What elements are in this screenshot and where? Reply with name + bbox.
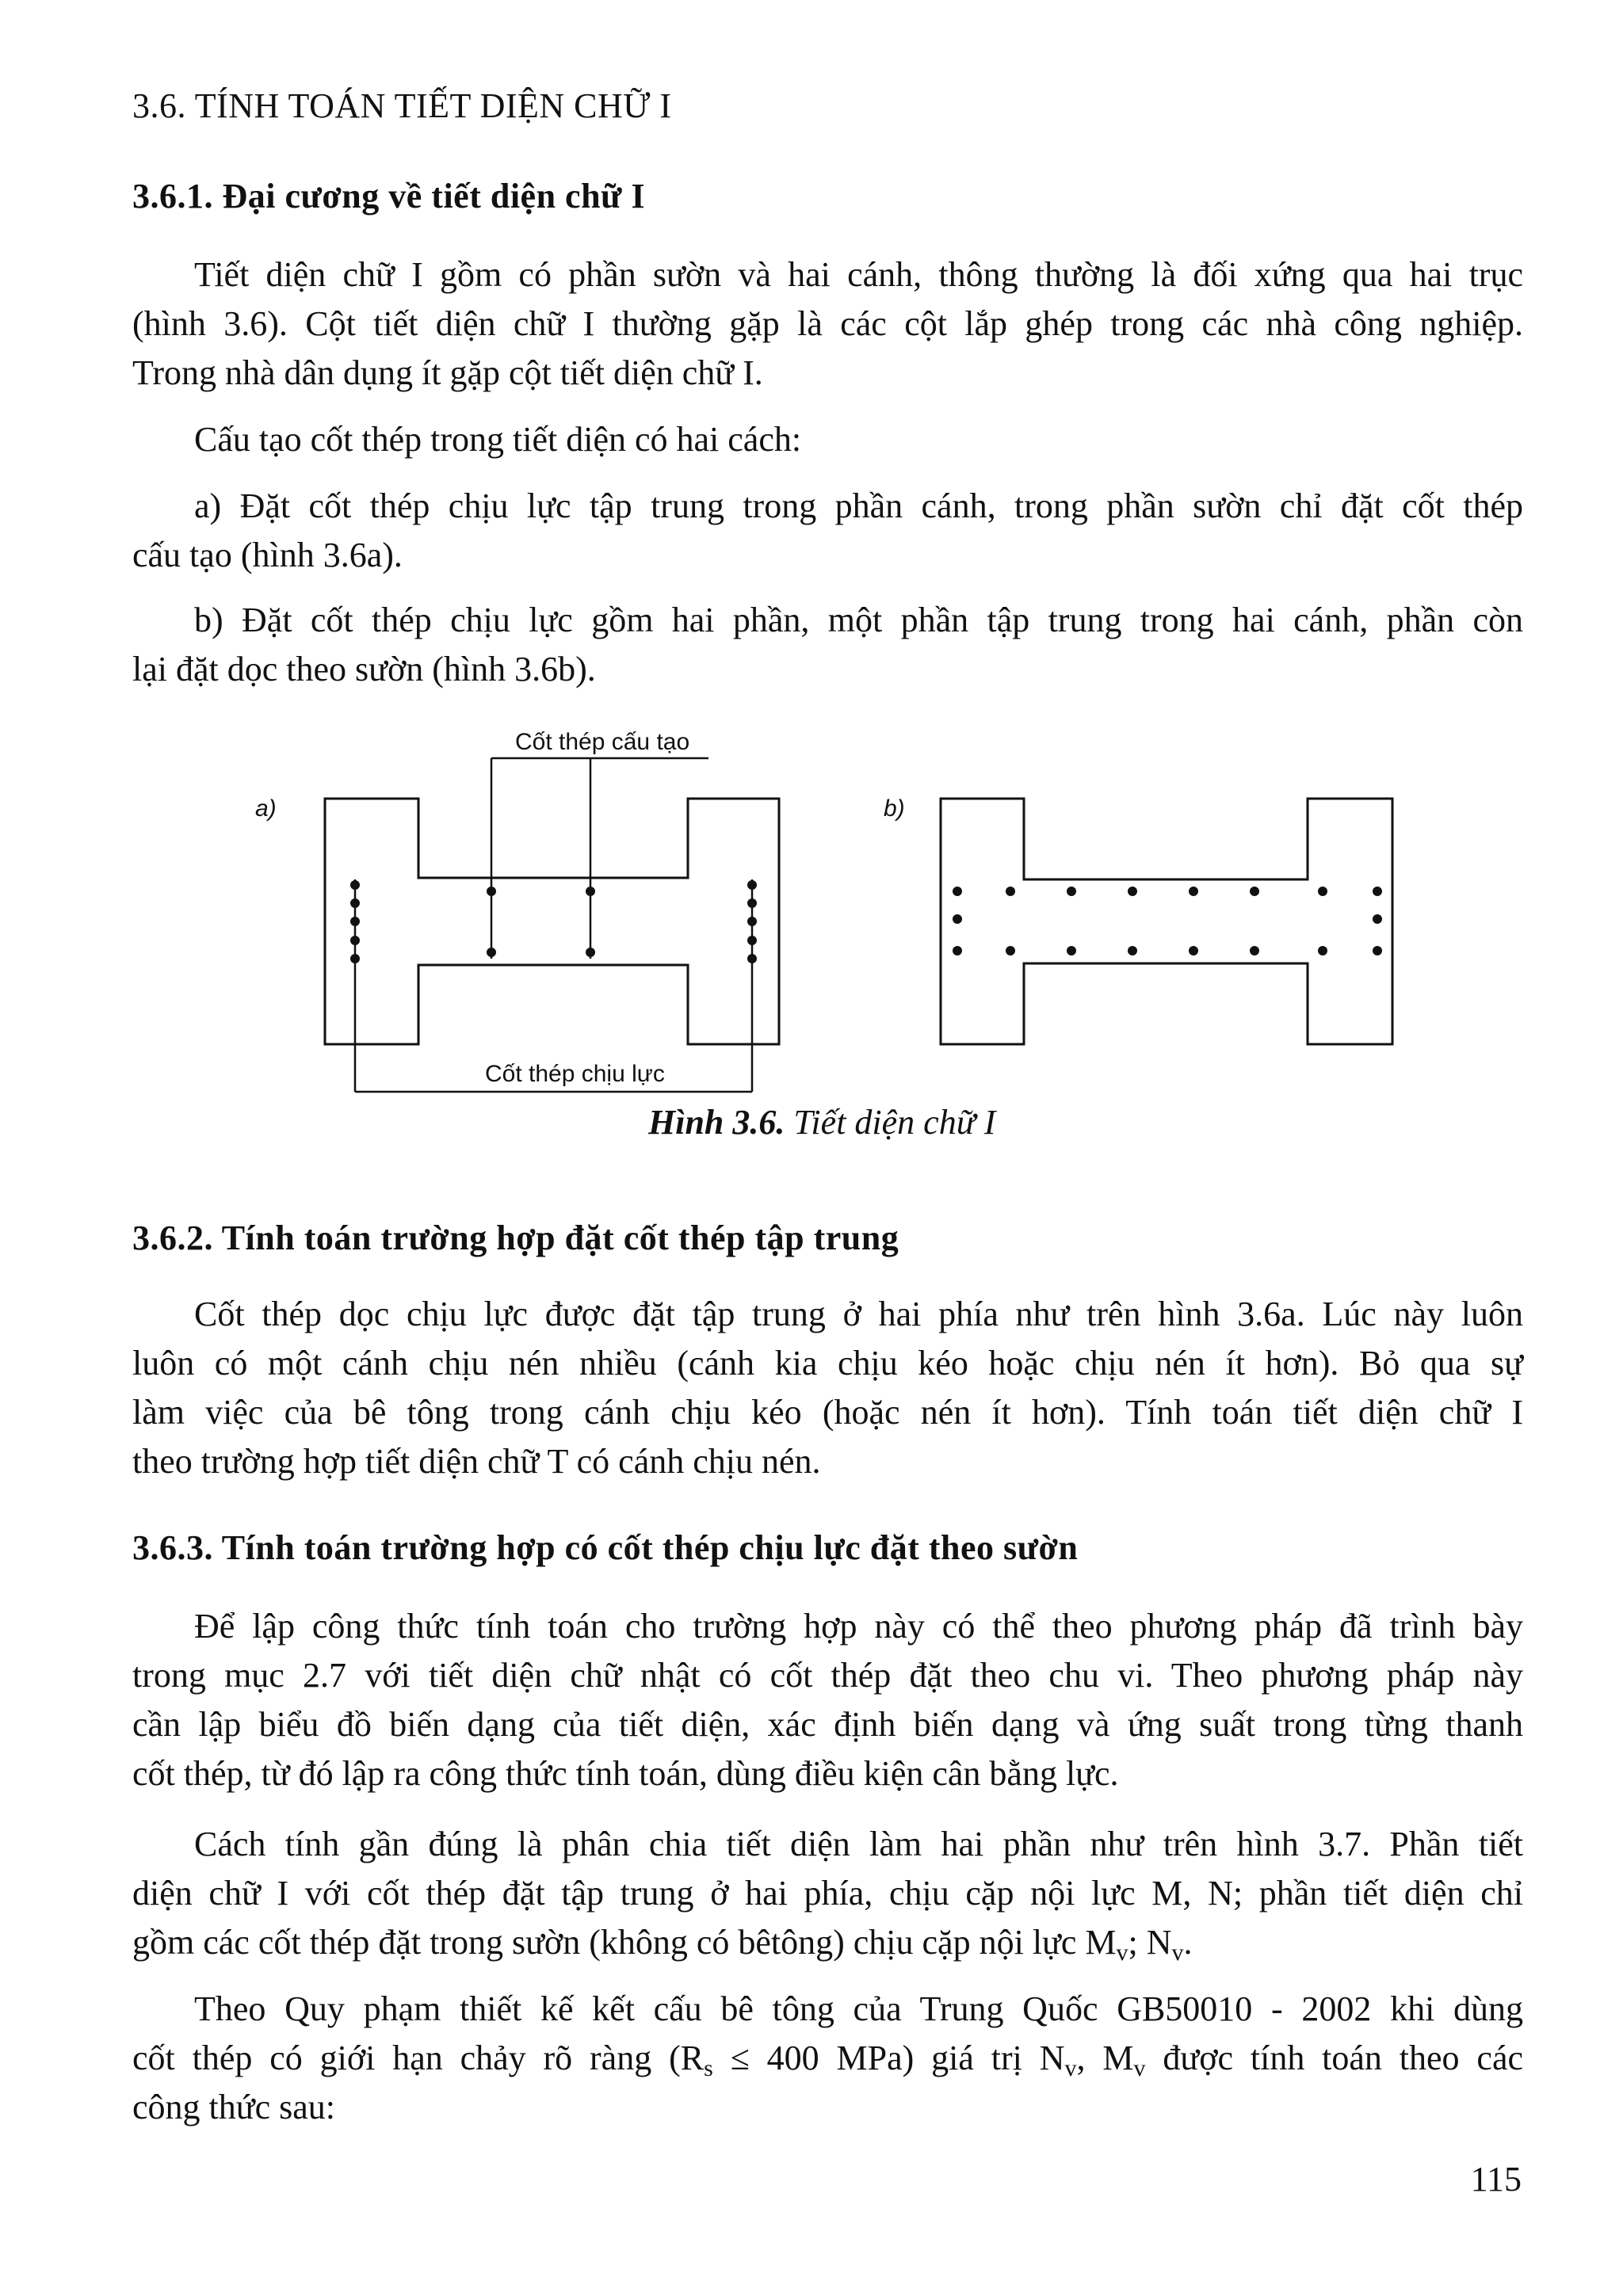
rebar-dot bbox=[953, 887, 962, 896]
subsection-heading-361: 3.6.1. Đại cương về tiết diện chữ I bbox=[132, 177, 646, 215]
figure-i-sections bbox=[0, 713, 1623, 1093]
paragraph-361-3 bbox=[132, 482, 1523, 580]
label-b: b) bbox=[884, 795, 905, 822]
rebar-dot bbox=[350, 898, 360, 908]
paragraph-362-1 bbox=[132, 1290, 1523, 1486]
text-line: trong mục 2.7 với tiết diện chữ nhật có cốt thép đặt theo chu vi. Theo phương pháp này bbox=[132, 1656, 1523, 1695]
rebar-dot bbox=[1373, 946, 1382, 955]
paragraph-361-4 bbox=[132, 596, 1523, 694]
rebar-dot bbox=[487, 948, 496, 957]
rebar-dot bbox=[350, 936, 360, 945]
label-top-construction-steel: Cốt thép cấu tạo bbox=[515, 729, 690, 755]
rebar-dot bbox=[1250, 946, 1259, 955]
text-line: cần lập biểu đồ biến dạng của tiết diện, xác định biến dạng và ứng suất trong từng thanh bbox=[132, 1705, 1523, 1744]
rebar-dot bbox=[747, 880, 757, 890]
text-fragment: ; N bbox=[1128, 1923, 1172, 1962]
rebar-dot bbox=[1006, 887, 1015, 896]
rebar-dot bbox=[1067, 887, 1076, 896]
rebar-dot bbox=[1006, 946, 1015, 955]
figure-caption bbox=[648, 1102, 995, 1142]
rebar-dot bbox=[747, 936, 757, 945]
text-line: Theo Quy phạm thiết kế kết cấu bê tông của Trung Quốc GB50010 - 2002 khi dùng bbox=[194, 1989, 1523, 2028]
paragraph-361-1 bbox=[132, 250, 1523, 398]
rebar-dot bbox=[1373, 914, 1382, 924]
text-fragment: . bbox=[1183, 1923, 1193, 1962]
label-a: a) bbox=[255, 795, 277, 822]
rebar-dot bbox=[1189, 887, 1198, 896]
text-line: b) Đặt cốt thép chịu lực gồm hai phần, một phần tập trung trong hai cánh, phần còn bbox=[194, 601, 1523, 639]
text-line: diện chữ I với cốt thép đặt tập trung ở hai phía, chịu cặp nội lực M, N; phần tiết diện chỉ bbox=[132, 1874, 1523, 1913]
caption-number: Hình 3.6. bbox=[648, 1103, 785, 1142]
rebar-dot bbox=[1318, 946, 1327, 955]
subscript: v bbox=[1116, 1939, 1128, 1966]
subscript: v bbox=[1133, 2055, 1146, 2081]
rebar-dot bbox=[1128, 946, 1137, 955]
text-line: theo trường hợp tiết diện chữ T có cánh chịu nén. bbox=[132, 1442, 821, 1481]
text-line: cốt thép, từ đó lập ra công thức tính toán, dùng điều kiện cân bằng lực. bbox=[132, 1754, 1119, 1793]
rebar-dot bbox=[1067, 946, 1076, 955]
caption-title: Tiết diện chữ I bbox=[793, 1103, 996, 1142]
text-line bbox=[132, 1918, 1523, 1967]
label-bottom-main-steel: Cốt thép chịu lực bbox=[485, 1061, 665, 1087]
rebar-dot bbox=[586, 887, 595, 896]
text-line: làm việc của bê tông trong cánh chịu kéo (hoặc nén ít hơn). Tính toán tiết diện chữ I bbox=[132, 1393, 1523, 1432]
rebar-dot bbox=[586, 948, 595, 957]
section-heading: 3.6. TÍNH TOÁN TIẾT DIỆN CHỮ I bbox=[132, 86, 672, 125]
rebar-dot bbox=[1250, 887, 1259, 896]
section-b-outline bbox=[941, 799, 1392, 1044]
paragraph-361-2: Cấu tạo cốt thép trong tiết diện có hai cách: bbox=[194, 420, 802, 459]
subsection-heading-362: 3.6.2. Tính toán trường hợp đặt cốt thép tập trung bbox=[132, 1219, 899, 1257]
subscript: v bbox=[1064, 2055, 1077, 2081]
paragraph-363-3 bbox=[132, 1985, 1523, 2132]
text-line: a) Đặt cốt thép chịu lực tập trung trong phần cánh, trong phần sườn chỉ đặt cốt thép bbox=[194, 486, 1523, 525]
text-fragment: cốt thép có giới hạn chảy rõ ràng (R bbox=[132, 2039, 705, 2077]
rebar-dot bbox=[1318, 887, 1327, 896]
text-line: cấu tạo (hình 3.6a). bbox=[132, 536, 403, 574]
rebar-dot bbox=[747, 917, 757, 926]
text-line: luôn có một cánh chịu nén nhiều (cánh kia chịu kéo hoặc chịu nén ít hơn). Bỏ qua sự bbox=[132, 1344, 1523, 1383]
text-fragment: gồm các cốt thép đặt trong sườn (không có bêtông) chịu cặp nội lực M bbox=[132, 1923, 1117, 1962]
rebar-dot bbox=[953, 914, 962, 924]
text-line: công thức sau: bbox=[132, 2088, 336, 2126]
text-line: Để lập công thức tính toán cho trường hợp này có thể theo phương pháp đã trình bày bbox=[194, 1607, 1523, 1646]
rebar-dot bbox=[487, 887, 496, 896]
text-line: Trong nhà dân dụng ít gặp cột tiết diện chữ I. bbox=[132, 353, 763, 392]
text-line: Cách tính gần đúng là phân chia tiết diện làm hai phần như trên hình 3.7. Phần tiết bbox=[194, 1825, 1523, 1863]
paragraph-363-1 bbox=[132, 1602, 1523, 1798]
subsection-heading-363: 3.6.3. Tính toán trường hợp có cốt thép chịu lực đặt theo sườn bbox=[132, 1528, 1079, 1567]
rebar-dot bbox=[350, 917, 360, 926]
rebar-dot bbox=[953, 946, 962, 955]
rebar-dot bbox=[350, 880, 360, 890]
paragraph-363-2 bbox=[132, 1820, 1523, 1967]
text-line bbox=[132, 2034, 1523, 2083]
page-number: 115 bbox=[1470, 2160, 1522, 2199]
text-line: lại đặt dọc theo sườn (hình 3.6b). bbox=[132, 650, 596, 688]
subscript: v bbox=[1171, 1939, 1184, 1966]
text-line: Tiết diện chữ I gồm có phần sườn và hai cánh, thông thường là đối xứng qua hai trục bbox=[194, 255, 1523, 294]
rebar-dot bbox=[1128, 887, 1137, 896]
section-a-outline bbox=[325, 799, 779, 1044]
rebar-dot bbox=[1189, 946, 1198, 955]
text-line: (hình 3.6). Cột tiết diện chữ I thường gặp là các cột lắp ghép trong các nhà công nghiệp. bbox=[132, 304, 1523, 343]
text-fragment: , M bbox=[1076, 2039, 1134, 2077]
rebar-dot bbox=[1373, 887, 1382, 896]
text-line: Cốt thép dọc chịu lực được đặt tập trung ở hai phía như trên hình 3.6a. Lúc này luôn bbox=[194, 1295, 1523, 1333]
text-fragment: được tính toán theo các bbox=[1145, 2039, 1523, 2077]
text-fragment: ≤ 400 MPa) giá trị N bbox=[712, 2039, 1065, 2077]
rebar-dot bbox=[747, 898, 757, 908]
rebar-dot bbox=[350, 954, 360, 963]
subscript: s bbox=[704, 2055, 713, 2081]
rebar-dot bbox=[747, 954, 757, 963]
